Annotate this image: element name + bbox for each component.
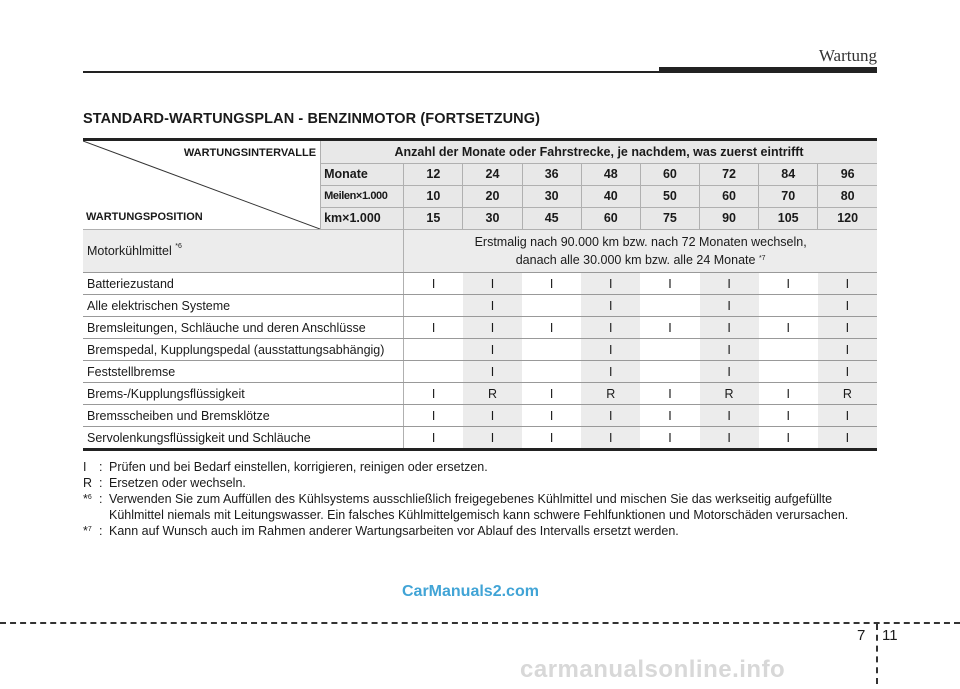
- legend-separator: :: [99, 460, 103, 474]
- interval-cell: I: [759, 405, 818, 427]
- legend-separator: :: [99, 524, 103, 538]
- legend-separator: :: [99, 476, 103, 490]
- header-miles-cell: 30: [522, 185, 581, 207]
- maintenance-item: Batteriezustand: [83, 273, 404, 295]
- maintenance-item: Bremsleitungen, Schläuche und deren Anschlüsse: [83, 317, 404, 339]
- header-months-cell: 24: [463, 163, 522, 185]
- interval-cell: I: [700, 273, 759, 295]
- interval-cell: [640, 339, 699, 361]
- header-km-cell: 30: [463, 207, 522, 229]
- coolant-item: [83, 230, 404, 273]
- interval-cell: I: [640, 317, 699, 339]
- interval-cell: [404, 339, 463, 361]
- legend-note: [83, 491, 877, 523]
- interval-cell: R: [700, 383, 759, 405]
- interval-cell: I: [522, 427, 581, 449]
- interval-cell: I: [404, 273, 463, 295]
- interval-cell: I: [818, 295, 877, 317]
- header-km-cell: 90: [700, 207, 759, 229]
- interval-cell: I: [463, 339, 522, 361]
- table-row: [83, 273, 877, 295]
- legend-text: Verwenden Sie zum Auffüllen des Kühlsystems ausschließlich freigegebenes Kühlmittel und mischen Sie das werkseitig aufgefüllte Kühlmittel niemals mit Leitungswasser. Ein falsches Kühlmittelgemisch kann schwere Fehlfunktionen und Motorschäden verursachen.: [109, 492, 849, 522]
- header-km-cell: 60: [581, 207, 640, 229]
- table-row: [83, 317, 877, 339]
- header-label-months: Monate: [321, 163, 404, 185]
- maintenance-item: Bremsscheiben und Bremsklötze: [83, 405, 404, 427]
- legend-text: Prüfen und bei Bedarf einstellen, korrigieren, reinigen oder ersetzen.: [109, 460, 488, 474]
- interval-cell: I: [463, 405, 522, 427]
- interval-span-title: Anzahl der Monate oder Fahrstrecke, je nachdem, was zuerst eintrifft: [321, 141, 877, 163]
- legend-mark: I: [83, 460, 87, 474]
- header-months-cell: 84: [759, 163, 818, 185]
- watermark-bottom: carmanualsonline.info: [520, 656, 786, 683]
- interval-cell: I: [463, 427, 522, 449]
- legend-mark: R: [83, 476, 93, 490]
- interval-cell: I: [700, 317, 759, 339]
- legend-text: Kann auf Wunsch auch im Rahmen anderer Wartungsarbeiten vor Ablauf des Intervalls ersetzt werden.: [109, 524, 679, 538]
- interval-cell: I: [404, 317, 463, 339]
- interval-cell: I: [463, 361, 522, 383]
- coolant-note-line1: Erstmalig nach 90.000 km bzw. nach 72 Monaten wechseln,: [474, 235, 807, 249]
- header-rule: [83, 71, 659, 73]
- maintenance-item: Servolenkungsflüssigkeit und Schläuche: [83, 427, 404, 449]
- section-title: Wartung: [818, 46, 877, 65]
- header-miles-cell: 60: [700, 185, 759, 207]
- coolant-item-label: Motorkühlmittel: [87, 244, 172, 258]
- table-row: [83, 295, 877, 317]
- table-row: [83, 339, 877, 361]
- interval-cell: I: [522, 383, 581, 405]
- interval-cell: I: [759, 273, 818, 295]
- legend-text: Ersetzen oder wechseln.: [109, 476, 246, 490]
- corner-label-intervals: WARTUNGSINTERVALLE: [183, 147, 317, 159]
- header-km-cell: 15: [404, 207, 463, 229]
- interval-cell: I: [463, 295, 522, 317]
- interval-cell: I: [581, 317, 640, 339]
- interval-cell: I: [404, 427, 463, 449]
- header-miles-cell: 70: [759, 185, 818, 207]
- interval-cell: I: [522, 273, 581, 295]
- maintenance-item: Bremspedal, Kupplungspedal (ausstattungsabhängig): [83, 339, 404, 361]
- coolant-interval-note: [404, 230, 877, 273]
- legend-note: [83, 523, 877, 539]
- header-months-cell: 12: [404, 163, 463, 185]
- interval-cell: I: [700, 405, 759, 427]
- page-heading: STANDARD-WARTUNGSPLAN - BENZINMOTOR (FORTSETZUNG): [83, 111, 541, 127]
- page-number: 11: [882, 627, 898, 644]
- interval-cell: I: [640, 427, 699, 449]
- header-months-cell: 48: [581, 163, 640, 185]
- table-row: [83, 383, 877, 405]
- header-km-cell: 45: [522, 207, 581, 229]
- header-km-cell: 120: [818, 207, 877, 229]
- interval-cell: I: [640, 405, 699, 427]
- table-row: [83, 361, 877, 383]
- interval-cell: I: [700, 361, 759, 383]
- interval-cell: R: [463, 383, 522, 405]
- interval-cell: I: [404, 405, 463, 427]
- interval-cell: I: [818, 405, 877, 427]
- legend-separator: :: [99, 492, 103, 506]
- header-months-cell: 96: [818, 163, 877, 185]
- interval-cell: [404, 295, 463, 317]
- header-months-cell: 60: [640, 163, 699, 185]
- interval-cell: I: [581, 405, 640, 427]
- interval-cell: I: [700, 427, 759, 449]
- footer-dashed-rule: [0, 622, 960, 624]
- interval-cell: [640, 361, 699, 383]
- maintenance-item: Alle elektrischen Systeme: [83, 295, 404, 317]
- interval-cell: I: [700, 295, 759, 317]
- table-row-coolant: [83, 230, 877, 273]
- interval-cell: I: [759, 427, 818, 449]
- header-months-cell: 36: [522, 163, 581, 185]
- legend-note: [83, 475, 877, 491]
- legend-notes: [83, 459, 877, 539]
- interval-cell: [759, 361, 818, 383]
- table-row: [83, 427, 877, 449]
- coolant-note-line2: danach alle 30.000 km bzw. alle 24 Monate $^{*7}$: [515, 253, 766, 267]
- header-km-cell: 105: [759, 207, 818, 229]
- interval-cell: [522, 361, 581, 383]
- header-km-cell: 75: [640, 207, 699, 229]
- footer-dashed-divider: [876, 624, 878, 684]
- table-bottom-rule: [83, 448, 877, 451]
- interval-cell: [759, 295, 818, 317]
- interval-cell: I: [818, 317, 877, 339]
- interval-cell: I: [581, 361, 640, 383]
- chapter-number: 7: [857, 627, 866, 644]
- header-miles-cell: 20: [463, 185, 522, 207]
- interval-cell: [759, 339, 818, 361]
- interval-cell: I: [759, 383, 818, 405]
- header-months-cell: 72: [700, 163, 759, 185]
- header-label-miles: Meilen×1.000: [321, 185, 404, 207]
- interval-cell: I: [700, 339, 759, 361]
- interval-cell: I: [463, 273, 522, 295]
- legend-mark: *$^7$: [83, 524, 92, 538]
- interval-cell: I: [404, 383, 463, 405]
- interval-cell: I: [581, 339, 640, 361]
- corner-label-positions: WARTUNGSPOSITION: [86, 211, 203, 223]
- interval-cell: I: [522, 317, 581, 339]
- interval-cell: I: [581, 427, 640, 449]
- interval-cell: I: [818, 361, 877, 383]
- interval-cell: [640, 295, 699, 317]
- header-miles-cell: 40: [581, 185, 640, 207]
- interval-cell: I: [818, 427, 877, 449]
- interval-cell: R: [818, 383, 877, 405]
- interval-cell: I: [463, 317, 522, 339]
- coolant-item-footnote-mark: *6: [175, 243, 182, 250]
- interval-cell: I: [581, 273, 640, 295]
- interval-cell: [522, 339, 581, 361]
- header-miles-cell: 80: [818, 185, 877, 207]
- interval-cell: [404, 361, 463, 383]
- maintenance-table: [83, 138, 877, 451]
- legend-mark: *$^6$: [83, 492, 92, 506]
- interval-cell: I: [522, 405, 581, 427]
- interval-cell: I: [759, 317, 818, 339]
- interval-cell: I: [818, 273, 877, 295]
- table-row: [83, 405, 877, 427]
- watermark-link[interactable]: CarManuals2.com: [402, 583, 539, 600]
- interval-cell: [522, 295, 581, 317]
- header-rule-thick: [659, 67, 877, 73]
- header-label-km: km×1.000: [321, 207, 404, 229]
- interval-cell: I: [818, 339, 877, 361]
- header-miles-cell: 10: [404, 185, 463, 207]
- header-miles-cell: 50: [640, 185, 699, 207]
- maintenance-item: Brems-/Kupplungsflüssigkeit: [83, 383, 404, 405]
- legend-note: [83, 459, 877, 475]
- interval-cell: I: [581, 295, 640, 317]
- interval-cell: I: [640, 383, 699, 405]
- interval-cell: I: [640, 273, 699, 295]
- table-corner-header: [83, 141, 321, 230]
- interval-cell: R: [581, 383, 640, 405]
- maintenance-item: Feststellbremse: [83, 361, 404, 383]
